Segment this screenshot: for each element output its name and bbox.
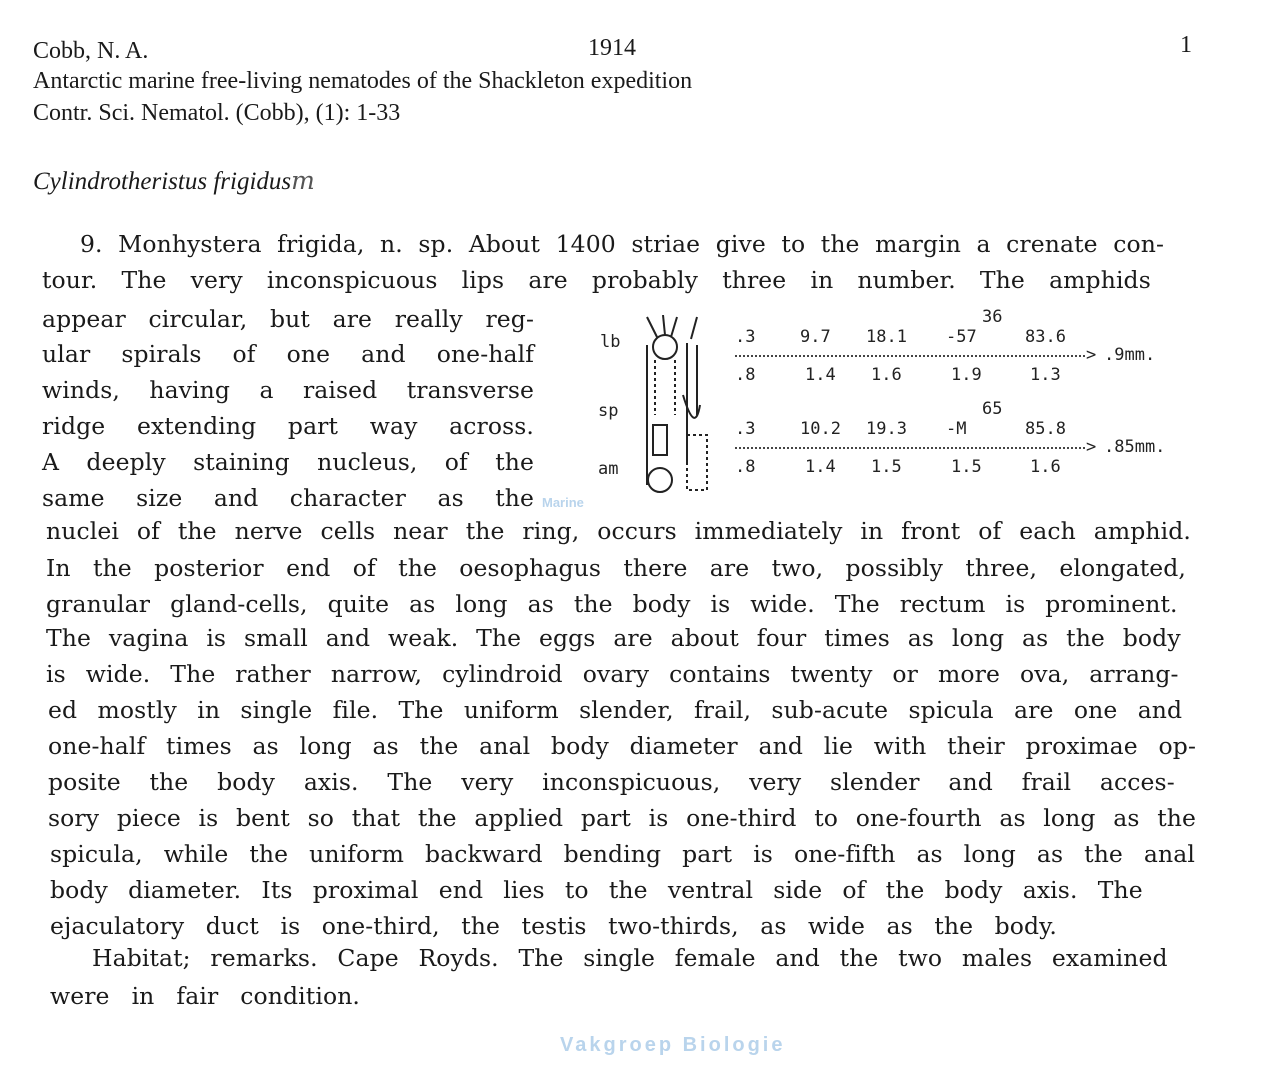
text-line: ular spirals of one and one-half xyxy=(42,340,534,368)
nematode-head-figure xyxy=(625,315,715,495)
text-line: spicula, while the uniform backward bending part is one-fifth as long as the anal xyxy=(50,840,1195,868)
formula-denominator: 1.4 xyxy=(805,457,836,477)
author: Cobb, N. A. xyxy=(33,38,149,64)
formula-numerator: .3 xyxy=(735,419,756,439)
text-line: ridge extending part way across. xyxy=(42,412,534,440)
watermark: Vakgroep Biologie xyxy=(560,1034,786,1056)
arrow-icon: > xyxy=(1086,345,1097,365)
page-number: 1 xyxy=(1180,32,1192,58)
formula-numerator: 9.7 xyxy=(800,327,831,347)
text-line: sory piece is bent so that the applied part is one-third to one-fourth as long as the xyxy=(48,804,1196,832)
text-line: tour. The very inconspicuous lips are probably three in number. The amphids xyxy=(42,266,1151,294)
text-line: In the posterior end of the oesophagus there are two, possibly three, elongated, xyxy=(46,554,1186,582)
formula-denominator: 1.5 xyxy=(871,457,902,477)
formula-denominator: 1.4 xyxy=(805,365,836,385)
text-line: ejaculatory duct is one-third, the testis two-thirds, as wide as the body. xyxy=(50,912,1057,940)
formula-numerator: 83.6 xyxy=(1025,327,1066,347)
year: 1914 xyxy=(588,35,636,61)
species-name: Cylindrotheristus frigidus xyxy=(33,168,292,195)
formula-line xyxy=(735,447,1085,449)
citation: Contr. Sci. Nematol. (Cobb), (1): 1-33 xyxy=(33,100,401,126)
text-line: A deeply staining nucleus, of the xyxy=(42,448,534,476)
watermark: Marine xyxy=(542,495,584,510)
formula-line xyxy=(735,355,1085,357)
text-line: The vagina is small and weak. The eggs are about four times as long as the body xyxy=(46,624,1181,652)
formula-denominator: 1.6 xyxy=(1030,457,1061,477)
text-line: winds, having a raised transverse xyxy=(42,376,534,404)
formula-numerator: 85.8 xyxy=(1025,419,1066,439)
formula-denominator: 1.6 xyxy=(871,365,902,385)
formula-superscript: 36 xyxy=(982,307,1003,327)
formula-numerator: 19.3 xyxy=(866,419,907,439)
formula-denominator: 1.3 xyxy=(1030,365,1061,385)
text-line: appear circular, but are really reg- xyxy=(42,305,534,333)
species-heading xyxy=(33,166,315,196)
handwritten-note: m xyxy=(291,166,315,195)
formula-numerator: -M xyxy=(946,419,967,439)
text-line: granular gland-cells, quite as long as the body is wide. The rectum is prominent. xyxy=(46,590,1178,618)
text-line: one-half times as long as the anal body diameter and lie with their proximae op- xyxy=(48,732,1196,760)
formula-numerator: 18.1 xyxy=(866,327,907,347)
text-line: ed mostly in single file. The uniform slender, frail, sub-acute spicula are one and xyxy=(48,696,1183,724)
text-line: posite the body axis. The very inconspicuous, very slender and frail acces- xyxy=(48,768,1175,796)
body-length: .85mm. xyxy=(1104,437,1166,457)
figure-label-lb: lb xyxy=(600,332,621,352)
paper-title: Antarctic marine free-living nematodes of the Shackleton expedition xyxy=(33,68,693,94)
formula-denominator: 1.5 xyxy=(951,457,982,477)
formula-superscript: 65 xyxy=(982,399,1003,419)
body-length: .9mm. xyxy=(1104,345,1156,365)
text-line: nuclei of the nerve cells near the ring, occurs immediately in front of each amphid. xyxy=(46,517,1191,545)
formula-numerator: .3 xyxy=(735,327,756,347)
text-line: is wide. The rather narrow, cylindroid ovary contains twenty or more ova, arrang- xyxy=(46,660,1179,688)
text-line: same size and character as the xyxy=(42,484,534,512)
text-line: body diameter. Its proximal end lies to the ventral side of the body axis. The xyxy=(50,876,1143,904)
figure-label-am: am xyxy=(598,459,619,479)
formula-denominator: .8 xyxy=(735,457,756,477)
text-line: 9. Monhystera frigida, n. sp. About 1400 striae give to the margin a crenate con- xyxy=(80,230,1165,258)
figure-label-sp: sp xyxy=(598,401,619,421)
formula-denominator: .8 xyxy=(735,365,756,385)
formula-numerator: 10.2 xyxy=(800,419,841,439)
formula-denominator: 1.9 xyxy=(951,365,982,385)
text-line: Habitat; remarks. Cape Royds. The single female and the two males examined xyxy=(92,944,1168,972)
arrow-icon: > xyxy=(1086,437,1097,457)
formula-numerator: -57 xyxy=(946,327,977,347)
text-line: were in fair condition. xyxy=(50,982,360,1010)
